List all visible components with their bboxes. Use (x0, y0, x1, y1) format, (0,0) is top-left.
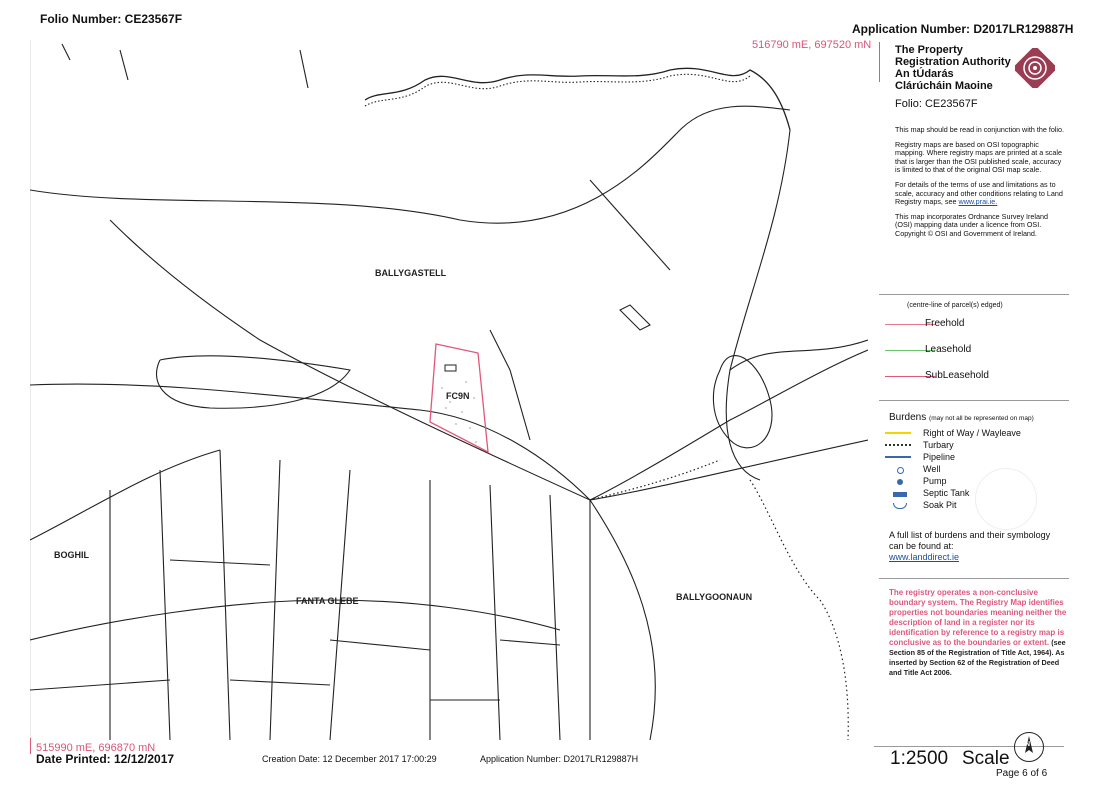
authority-line-2: Registration Authority (895, 56, 1011, 68)
place-label-fanta-glebe: FANTA GLEBE (296, 596, 359, 606)
authority-line-4: Clárúcháin Maoine (895, 80, 993, 92)
north-label: N (1025, 741, 1031, 748)
authority-line-3: An tÚdarás (895, 68, 954, 80)
hatched-line-icon (885, 444, 911, 446)
parcel-label: FC9N (446, 391, 470, 401)
burden-right-of-way: Right of Way / Wayleave (879, 428, 1069, 440)
prai-link[interactable]: www.prai.ie. (958, 197, 998, 207)
registry-map[interactable] (30, 40, 868, 740)
open-circle-icon (897, 467, 904, 474)
application-number-header: Application Number: D2017LR129887H (852, 22, 1074, 36)
page-number: Page 6 of 6 (996, 768, 1048, 779)
place-label-boghil: BOGHIL (54, 550, 89, 560)
scale-label: Scale (962, 748, 1010, 769)
place-label-ballygastell: BALLYGASTELL (375, 268, 447, 278)
map-side-panel (879, 30, 1069, 730)
burdens-legend (879, 428, 1069, 512)
top-right-coordinate: 516790 mE, 697520 mN (752, 39, 872, 51)
burden-pipeline: Pipeline (879, 452, 1069, 464)
landdirect-link[interactable]: www.landdirect.ie (889, 552, 960, 562)
north-arrow-icon (1014, 732, 1044, 762)
folio-number-header: Folio Number: CE23567F (40, 12, 183, 26)
blue-line-icon (885, 456, 911, 458)
yellow-line-icon (885, 432, 911, 434)
burden-soak-pit: Soak Pit (879, 500, 1069, 512)
authority-name (895, 44, 1011, 92)
legend-subleasehold: SubLeasehold (879, 368, 1069, 394)
burden-septic-tank: Septic Tank (879, 488, 1069, 500)
open-cup-icon (893, 503, 907, 509)
note-copyright: This map incorporates Ordnance Survey Ireland (OSI) mapping data under a licence from OSI. Copyright © OSI and Government of Ireland. (895, 211, 1049, 238)
tenure-legend (879, 316, 1069, 394)
legend-freehold: Freehold (879, 316, 1069, 342)
note-osi-mapping: Registry maps are based on OSI topographic mapping. Where registry maps are printed at a scale that is larger than the OSI published scale, accuracy is limited to that of the original OSI map scale. (895, 139, 1062, 175)
burden-well: Well (879, 464, 1069, 476)
bottom-left-coordinate: 515990 mE, 696870 mN (36, 742, 156, 754)
burden-turbary: Turbary (879, 440, 1069, 452)
filled-circle-icon (897, 479, 903, 485)
burdens-full-list: A full list of burdens and their symbology can be found at: www.landdirect.ie (889, 530, 1064, 563)
prai-logo-icon (1015, 48, 1055, 88)
burdens-heading: Burdens (may not all be represented on map) (889, 412, 1034, 423)
creation-date: Creation Date: 12 December 2017 17:00:29 (262, 754, 437, 764)
footer-application-number: Application Number: D2017LR129887H (480, 754, 639, 764)
filled-rect-icon (893, 492, 907, 497)
boundary-warning: The registry operates a non-conclusive boundary system. The Registry Map identifies properties not boundaries meaning neither the description of land in a register nor its identification by reference to a registry map is conclusive as to the boundaries or extent. (see Section 85 of the Registration of Title Act, 1964). As inserted by Section 62 of the Registration of Deed and Title Act 2006. (889, 588, 1067, 677)
burden-pump: Pump (879, 476, 1069, 488)
legend-leasehold: Leasehold (879, 342, 1069, 368)
date-printed: Date Printed: 12/12/2017 (36, 752, 175, 766)
side-folio: Folio: CE23567F (895, 98, 978, 110)
place-label-ballygoonaun: BALLYGOONAUN (676, 592, 753, 602)
legend-caption: (centre-line of parcel(s) edged) (907, 302, 1003, 309)
authority-line-1: The Property (895, 44, 963, 56)
note-terms: For details of the terms of use and limitations as to scale, accuracy and other conditions relating to Land Registry maps, see www.prai.ie. (895, 179, 1063, 207)
scale-value: 1:2500 (890, 748, 949, 769)
note-read-with-folio: This map should be read in conjunction with the folio. (895, 125, 1065, 134)
